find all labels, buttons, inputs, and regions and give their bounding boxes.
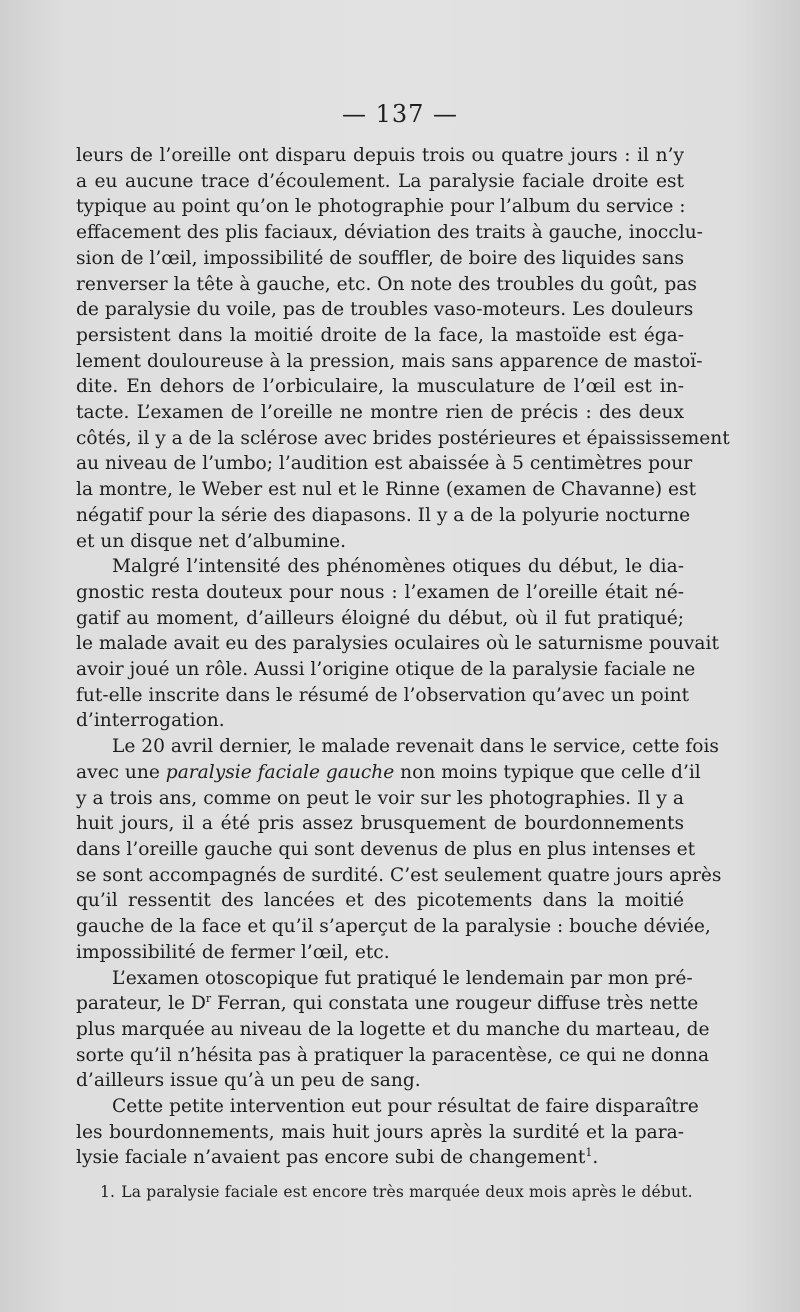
text-line: d’interrogation.: [76, 710, 225, 732]
footnote-number: 1.: [100, 1183, 116, 1201]
text-line: au niveau de l’umbo; l’audition est abaissée à 5 centimètres pour: [76, 453, 693, 475]
emphasized-text: paralysie faciale gauche: [165, 761, 395, 783]
text-line: plus marquée au niveau de la logette et du manche du marteau, de: [76, 1018, 710, 1040]
text-line: persistent dans la moitié droite de la face, la mastoïde est éga-: [76, 324, 684, 346]
body-text: [76, 143, 730, 1171]
text-line: Cette petite intervention eut pour résultat de faire disparaître: [112, 1096, 699, 1118]
text-line: [76, 760, 701, 786]
text-line: typique au point qu’on le photographie pour l’album du service :: [76, 196, 686, 218]
text-line: la montre, le Weber est nul et le Rinne (examen de Chavanne) est: [76, 479, 697, 501]
text-run: lysie faciale n’avaient pas encore subi de changement: [76, 1147, 586, 1169]
text-line: renverser la tête à gauche, etc. On note des troubles du goût, pas: [76, 273, 697, 295]
text-line: et un disque net d’albumine.: [76, 530, 346, 552]
text-run: parateur, le D: [76, 993, 206, 1015]
text-line: sorte qu’il n’hésita pas à pratiquer la paracentèse, ce qui ne donna: [76, 1044, 710, 1066]
footnote-ref: 1: [585, 1146, 593, 1160]
text-line: gauche de la face et qu’il s’aperçut de la paralysie : bouche déviée,: [76, 916, 711, 938]
text-line: tacte. L’examen de l’oreille ne montre rien de précis : des deux: [76, 402, 684, 424]
text-line: se sont accompagnés de surdité. C’est seulement quatre jours après: [76, 864, 722, 886]
superscript: r: [205, 992, 212, 1006]
text-line: dans l’oreille gauche qui sont devenus de plus en plus intenses et: [76, 838, 696, 860]
text-line: Le 20 avril dernier, le malade revenait dans le service, cette fois: [112, 736, 719, 758]
page-number: — 137 —: [341, 100, 459, 128]
text-line: négatif pour la série des diapasons. Il y a de la polyurie nocturne: [76, 504, 691, 526]
text-line: sion de l’œil, impossibilité de souffler, de boire des liquides sans: [76, 247, 684, 269]
text-run: .: [592, 1147, 599, 1169]
text-line: d’ailleurs issue qu’à un peu de sang.: [76, 1070, 421, 1092]
text-line: fut-elle inscrite dans le résumé de l’observation qu’avec un point: [76, 684, 690, 706]
text-line: lement douloureuse à la pression, mais sans apparence de mastoï-: [76, 350, 703, 372]
text-line: L’examen otoscopique fut pratiqué le lendemain par mon pré-: [112, 967, 693, 989]
text-line: Malgré l’intensité des phénomènes otiques du début, le dia-: [112, 556, 684, 578]
text-line: [76, 991, 699, 1017]
text-line: effacement des plis faciaux, déviation des traits à gauche, inocclu-: [76, 222, 703, 244]
text-line: impossibilité de fermer l’œil, etc.: [76, 941, 390, 963]
text-line: [76, 1145, 684, 1171]
text-line: qu’il ressentit des lancées et des picotements dans la moitié: [76, 890, 684, 912]
text-line: gnostic resta douteux pour nous : l’examen de l’oreille était né-: [76, 581, 684, 603]
text-line: le malade avait eu des paralysies oculaires où le saturnisme pouvait: [76, 633, 719, 655]
text-line: huit jours, il a été pris assez brusquement de bourdonnements: [76, 813, 684, 835]
text-line: leurs de l’oreille ont disparu depuis trois ou quatre jours : il n’y: [76, 145, 684, 166]
footnote: [100, 1183, 693, 1201]
text-line: avoir joué un rôle. Aussi l’origine otique de la paralysie faciale ne: [76, 659, 696, 681]
text-line: dite. En dehors de l’orbiculaire, la musculature de l’œil est in-: [76, 376, 684, 398]
footnote-text: La paralysie faciale est encore très marquée deux mois après le début.: [121, 1183, 693, 1201]
text-line: de paralysie du voile, pas de troubles vaso-moteurs. Les douleurs: [76, 299, 694, 321]
text-line: les bourdonnements, mais huit jours après la surdité et la para-: [76, 1121, 684, 1143]
text-line: côtés, il y a de la sclérose avec brides postérieures et épaississement: [76, 427, 730, 449]
text-run: non moins typique que celle d’il: [394, 761, 701, 783]
text-run: Ferran, qui constata une rougeur diffuse très nette: [211, 993, 699, 1015]
text-line: gatif au moment, d’ailleurs éloigné du début, où il fut pratiqué;: [76, 607, 684, 629]
text-run: avec une: [76, 761, 166, 783]
text-line: a eu aucune trace d’écoulement. La paralysie faciale droite est: [76, 170, 684, 192]
text-line: y a trois ans, comme on peut le voir sur les photographies. Il y a: [76, 787, 684, 809]
